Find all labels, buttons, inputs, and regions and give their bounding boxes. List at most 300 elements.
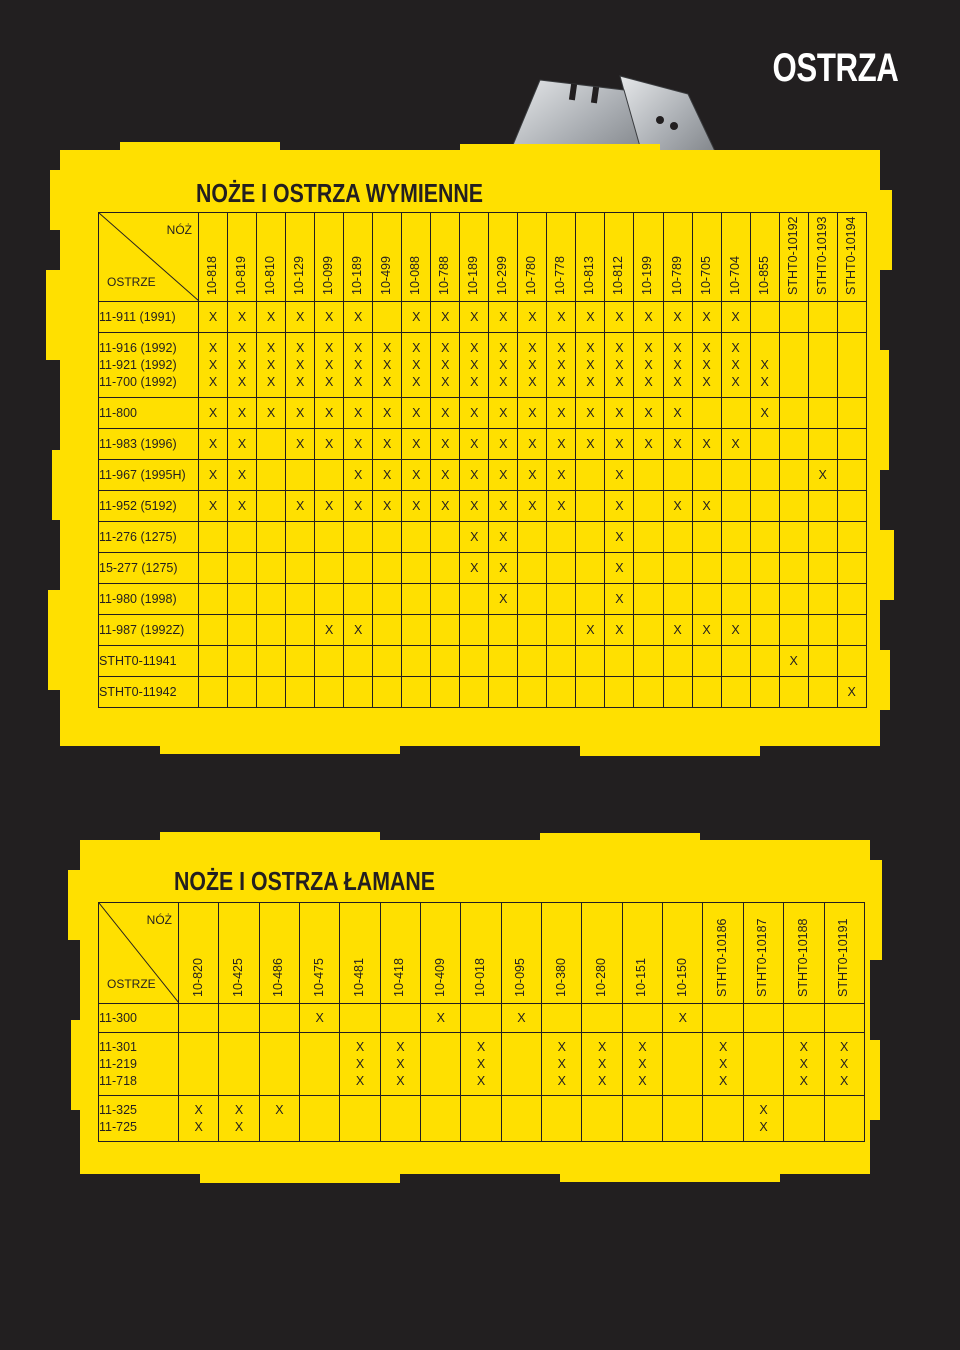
compatibility-cell (431, 646, 460, 677)
blade-code: 11-983 (1996) (99, 436, 177, 451)
compatibility-cell (634, 522, 663, 553)
compatibility-cell (179, 1033, 219, 1096)
compatibility-mark: X (275, 1102, 284, 1117)
compatibility-mark: X (266, 374, 276, 389)
compatibility-mark (502, 1073, 541, 1090)
compatibility-cell (344, 553, 373, 584)
compatibility-cell (784, 1096, 824, 1142)
compatibility-cell (518, 584, 547, 615)
table-row (99, 553, 867, 584)
compatibility-cell (315, 302, 344, 333)
compatibility-mark: X (324, 405, 334, 420)
compatibility-cell (750, 491, 779, 522)
compatibility-mark: X (557, 340, 566, 355)
compatibility-cell (784, 1033, 824, 1096)
compatibility-mark: X (673, 622, 682, 637)
compatibility-mark (199, 529, 227, 546)
column-header (743, 903, 783, 1004)
compatibility-mark (461, 1010, 500, 1027)
compatibility-mark: X (586, 622, 595, 637)
row-label-cell (99, 522, 199, 553)
compatibility-mark (780, 436, 808, 453)
compatibility-mark (228, 591, 256, 608)
compatibility-cell (257, 302, 286, 333)
compatibility-mark: X (702, 436, 711, 451)
compatibility-cell (750, 677, 779, 708)
compatibility-cell (257, 584, 286, 615)
compatibility-cell (605, 646, 634, 677)
compatibility-mark: X (412, 436, 421, 451)
column-header (179, 903, 219, 1004)
column-header-label: 10-018 (473, 958, 488, 997)
compatibility-cell (576, 584, 605, 615)
column-header (340, 903, 380, 1004)
compatibility-mark (300, 1073, 339, 1090)
compatibility-mark (634, 591, 662, 608)
table-row (99, 398, 867, 429)
compatibility-mark (257, 684, 285, 701)
compatibility-mark (373, 529, 401, 546)
compatibility-mark: X (499, 436, 508, 451)
compatibility-mark (286, 622, 314, 639)
compatibility-mark: X (644, 340, 653, 355)
compatibility-cell (779, 398, 808, 429)
blade-code: 11-916 (1992) (99, 340, 177, 355)
table-row (99, 302, 867, 333)
compatibility-cell (228, 398, 257, 429)
compatibility-mark (199, 560, 227, 577)
compatibility-mark: X (499, 591, 508, 606)
compatibility-mark: X (702, 498, 711, 513)
compatibility-mark (838, 467, 866, 484)
compatibility-cell (300, 1004, 340, 1033)
compatibility-cell (518, 615, 547, 646)
compatibility-cell (344, 584, 373, 615)
compatibility-cell (315, 584, 344, 615)
header-corner-cell (99, 903, 179, 1004)
compatibility-mark: X (237, 357, 247, 372)
compatibility-cell (259, 1004, 299, 1033)
row-label-cell (99, 398, 199, 429)
compatibility-mark (664, 684, 692, 701)
column-header-label: 10-789 (669, 256, 684, 295)
compatibility-mark: X (324, 374, 334, 389)
compatibility-cell (576, 677, 605, 708)
compatibility-cell (402, 615, 431, 646)
column-header (421, 903, 461, 1004)
compatibility-mark: X (396, 1039, 405, 1054)
compatibility-mark (286, 653, 314, 670)
compatibility-mark (315, 591, 343, 608)
compatibility-mark (518, 529, 546, 546)
compatibility-mark (502, 1039, 541, 1056)
compatibility-mark (421, 1102, 460, 1119)
header-row (99, 903, 865, 1004)
compatibility-cell (634, 460, 663, 491)
compatibility-cell (199, 584, 228, 615)
column-header-label: STHT0-10192 (785, 216, 800, 295)
row-label-cell (99, 553, 199, 584)
compatibility-cell (431, 460, 460, 491)
compatibility-mark (582, 1119, 621, 1136)
compatibility-cell (518, 677, 547, 708)
compatibility-cell (622, 1004, 662, 1033)
compatibility-cell (779, 584, 808, 615)
compatibility-cell (692, 460, 721, 491)
compatibility-mark (542, 1102, 581, 1119)
compatibility-mark (605, 684, 633, 701)
compatibility-cell (373, 491, 402, 522)
compatibility-mark: X (586, 340, 595, 355)
compatibility-cell (824, 1096, 864, 1142)
compatibility-cell (837, 460, 866, 491)
compatibility-mark: X (528, 374, 537, 389)
compatibility-mark (693, 684, 721, 701)
compatibility-cell (257, 333, 286, 398)
compatibility-mark: X (499, 467, 508, 482)
compatibility-cell (257, 429, 286, 460)
compatibility-cell (286, 522, 315, 553)
compatibility-cell (460, 615, 489, 646)
compatibility-mark: X (436, 1010, 445, 1025)
compatibility-mark (780, 684, 808, 701)
compatibility-cell (373, 333, 402, 398)
column-header (837, 213, 866, 302)
compatibility-cell (547, 646, 576, 677)
compatibility-cell (402, 553, 431, 584)
compatibility-mark (809, 405, 837, 422)
compatibility-mark: X (528, 357, 537, 372)
compatibility-cell (547, 333, 576, 398)
compatibility-mark (461, 1119, 500, 1136)
compatibility-cell (663, 646, 692, 677)
compatibility-mark (344, 529, 372, 546)
compatibility-mark (634, 653, 662, 670)
compatibility-mark (300, 1119, 339, 1136)
compatibility-mark: X (818, 467, 827, 482)
compatibility-mark: X (355, 1073, 365, 1088)
compatibility-mark: X (237, 309, 247, 324)
compatibility-cell (286, 677, 315, 708)
compatibility-mark: X (597, 1056, 607, 1071)
compatibility-cell (547, 677, 576, 708)
compatibility-mark (576, 591, 604, 608)
compatibility-mark (693, 560, 721, 577)
compatibility-mark (634, 467, 662, 484)
compatibility-cell (663, 333, 692, 398)
compatibility-cell (373, 302, 402, 333)
column-header-label: 10-129 (292, 256, 307, 295)
compatibility-cell (837, 646, 866, 677)
compatibility-cell (750, 460, 779, 491)
compatibility-mark (780, 467, 808, 484)
replaceable-blades-title: NOŻE I OSTRZA WYMIENNE (196, 178, 484, 208)
compatibility-mark (315, 560, 343, 577)
compatibility-cell (779, 302, 808, 333)
compatibility-mark (373, 591, 401, 608)
compatibility-mark: X (412, 357, 421, 372)
compatibility-cell (460, 429, 489, 460)
compatibility-cell (219, 1004, 259, 1033)
compatibility-mark: X (324, 622, 334, 637)
compatibility-cell (461, 1096, 501, 1142)
column-header (779, 213, 808, 302)
compatibility-cell (547, 429, 576, 460)
compatibility-mark: X (615, 529, 624, 544)
column-header-label: STHT0-10194 (843, 216, 858, 295)
compatibility-mark (179, 1039, 218, 1056)
compatibility-mark (751, 436, 779, 453)
compatibility-mark (286, 684, 314, 701)
header-row (99, 213, 867, 302)
column-header (402, 213, 431, 302)
compatibility-mark: X (499, 405, 508, 420)
compatibility-mark (744, 1073, 783, 1090)
compatibility-mark (402, 591, 430, 608)
compatibility-cell (380, 1033, 420, 1096)
compatibility-mark: X (557, 374, 566, 389)
compatibility-cell (286, 584, 315, 615)
compatibility-mark (257, 436, 285, 453)
compatibility-cell (622, 1096, 662, 1142)
table-row (99, 429, 867, 460)
compatibility-mark (381, 1102, 420, 1119)
compatibility-cell (402, 584, 431, 615)
compatibility-mark (809, 309, 837, 326)
compatibility-mark: X (412, 309, 421, 324)
compatibility-mark: X (597, 1039, 607, 1054)
compatibility-cell (373, 615, 402, 646)
compatibility-cell (373, 677, 402, 708)
compatibility-cell (286, 615, 315, 646)
compatibility-cell (808, 615, 837, 646)
compatibility-mark (518, 622, 546, 639)
compatibility-cell (605, 584, 634, 615)
snap-off-blades-table (98, 902, 865, 1142)
compatibility-mark: X (615, 357, 624, 372)
compatibility-mark: X (615, 309, 624, 324)
compatibility-cell (402, 522, 431, 553)
compatibility-cell (199, 553, 228, 584)
column-header (703, 903, 743, 1004)
compatibility-mark: X (840, 1039, 849, 1054)
compatibility-cell (518, 429, 547, 460)
compatibility-cell (779, 553, 808, 584)
compatibility-mark (838, 498, 866, 515)
column-header-label: 10-380 (553, 958, 568, 997)
compatibility-cell (837, 553, 866, 584)
compatibility-mark (576, 560, 604, 577)
compatibility-mark (315, 653, 343, 670)
corner-blade-label: OSTRZE (107, 977, 156, 991)
compatibility-mark: X (476, 1056, 486, 1071)
column-header-label: 10-475 (311, 958, 326, 997)
compatibility-mark: X (470, 357, 479, 372)
compatibility-cell (501, 1033, 541, 1096)
compatibility-cell (315, 615, 344, 646)
compatibility-cell (634, 333, 663, 398)
compatibility-mark (402, 653, 430, 670)
compatibility-mark (809, 560, 837, 577)
compatibility-mark: X (499, 529, 508, 544)
column-header-label: 10-788 (437, 256, 452, 295)
compatibility-mark: X (557, 405, 566, 420)
compatibility-cell (489, 460, 518, 491)
compatibility-cell (779, 677, 808, 708)
compatibility-mark: X (586, 405, 595, 420)
compatibility-cell (460, 677, 489, 708)
compatibility-mark: X (557, 498, 566, 513)
compatibility-mark (489, 622, 517, 639)
compatibility-cell (489, 491, 518, 522)
row-label-cell (99, 491, 199, 522)
column-header (300, 903, 340, 1004)
compatibility-mark (722, 684, 750, 701)
compatibility-mark (605, 653, 633, 670)
compatibility-cell (199, 302, 228, 333)
compatibility-cell (542, 1096, 582, 1142)
compatibility-cell (721, 302, 750, 333)
compatibility-mark (780, 591, 808, 608)
column-header (199, 213, 228, 302)
compatibility-cell (489, 333, 518, 398)
compatibility-cell (228, 615, 257, 646)
compatibility-cell (663, 491, 692, 522)
column-header (784, 903, 824, 1004)
compatibility-mark (315, 684, 343, 701)
compatibility-cell (199, 333, 228, 398)
column-header (315, 213, 344, 302)
compatibility-cell (692, 491, 721, 522)
compatibility-cell (547, 460, 576, 491)
compatibility-cell (808, 398, 837, 429)
compatibility-cell (837, 302, 866, 333)
compatibility-mark (664, 591, 692, 608)
compatibility-cell (460, 553, 489, 584)
compatibility-cell (518, 553, 547, 584)
column-header (380, 903, 420, 1004)
compatibility-cell (692, 646, 721, 677)
compatibility-mark (257, 498, 285, 515)
compatibility-mark: X (441, 340, 450, 355)
compatibility-cell (743, 1096, 783, 1142)
compatibility-cell (344, 615, 373, 646)
compatibility-mark: X (208, 357, 218, 372)
compatibility-mark (703, 1010, 742, 1027)
compatibility-cell (837, 677, 866, 708)
header-corner-cell (99, 213, 199, 302)
compatibility-cell (634, 302, 663, 333)
corner-knife-label: NÓŻ (166, 223, 192, 237)
compatibility-mark: X (673, 374, 682, 389)
compatibility-cell (547, 398, 576, 429)
compatibility-cell (344, 398, 373, 429)
compatibility-mark: X (441, 374, 450, 389)
compatibility-cell (228, 302, 257, 333)
compatibility-mark: X (718, 1073, 728, 1088)
compatibility-cell (340, 1096, 380, 1142)
column-header (373, 213, 402, 302)
compatibility-cell (605, 302, 634, 333)
compatibility-mark: X (615, 467, 624, 482)
compatibility-mark: X (441, 498, 450, 513)
compatibility-mark (744, 1039, 783, 1056)
compatibility-mark: X (638, 1039, 647, 1054)
compatibility-mark (664, 560, 692, 577)
compatibility-mark: X (383, 436, 392, 451)
column-header (501, 903, 541, 1004)
compatibility-mark: X (412, 340, 421, 355)
column-header-label: 10-486 (271, 958, 286, 997)
column-header-label: 10-810 (263, 256, 278, 295)
compatibility-cell (257, 460, 286, 491)
compatibility-mark: X (678, 1010, 687, 1025)
compatibility-mark: X (441, 467, 450, 482)
compatibility-mark: X (383, 467, 392, 482)
blade-code: 11-276 (1275) (99, 529, 177, 544)
compatibility-cell (721, 429, 750, 460)
compatibility-mark: X (760, 374, 769, 389)
compatibility-cell (721, 553, 750, 584)
compatibility-mark (542, 1010, 581, 1027)
compatibility-mark (315, 529, 343, 546)
compatibility-mark (518, 560, 546, 577)
column-header-label: 10-819 (234, 256, 249, 295)
compatibility-cell (663, 584, 692, 615)
compatibility-cell (750, 429, 779, 460)
compatibility-cell (692, 429, 721, 460)
compatibility-mark: X (295, 498, 305, 513)
compatibility-cell (344, 677, 373, 708)
compatibility-mark (722, 529, 750, 546)
compatibility-mark: X (354, 622, 363, 637)
compatibility-mark: X (208, 498, 218, 513)
compatibility-cell (721, 615, 750, 646)
compatibility-mark (199, 684, 227, 701)
compatibility-mark (838, 529, 866, 546)
compatibility-mark (547, 591, 575, 608)
compatibility-cell (750, 646, 779, 677)
compatibility-mark (838, 560, 866, 577)
column-header-label: 10-189 (350, 256, 365, 295)
compatibility-mark: X (759, 1102, 768, 1117)
table-row (99, 460, 867, 491)
compatibility-mark: X (412, 405, 421, 420)
column-header-label: 10-855 (756, 256, 771, 295)
compatibility-cell (605, 460, 634, 491)
compatibility-cell (344, 302, 373, 333)
compatibility-mark (421, 1073, 460, 1090)
compatibility-cell (219, 1096, 259, 1142)
compatibility-cell (692, 398, 721, 429)
compatibility-cell (750, 584, 779, 615)
compatibility-mark (809, 684, 837, 701)
compatibility-mark (722, 591, 750, 608)
compatibility-cell (344, 333, 373, 398)
compatibility-mark: X (324, 309, 334, 324)
compatibility-cell (315, 522, 344, 553)
compatibility-cell (547, 584, 576, 615)
compatibility-mark: X (324, 436, 334, 451)
compatibility-cell (663, 615, 692, 646)
compatibility-mark (315, 467, 343, 484)
compatibility-mark: X (412, 498, 421, 513)
column-header (576, 213, 605, 302)
compatibility-cell (663, 1033, 703, 1096)
compatibility-cell (257, 553, 286, 584)
column-header (582, 903, 622, 1004)
compatibility-mark: X (237, 498, 247, 513)
